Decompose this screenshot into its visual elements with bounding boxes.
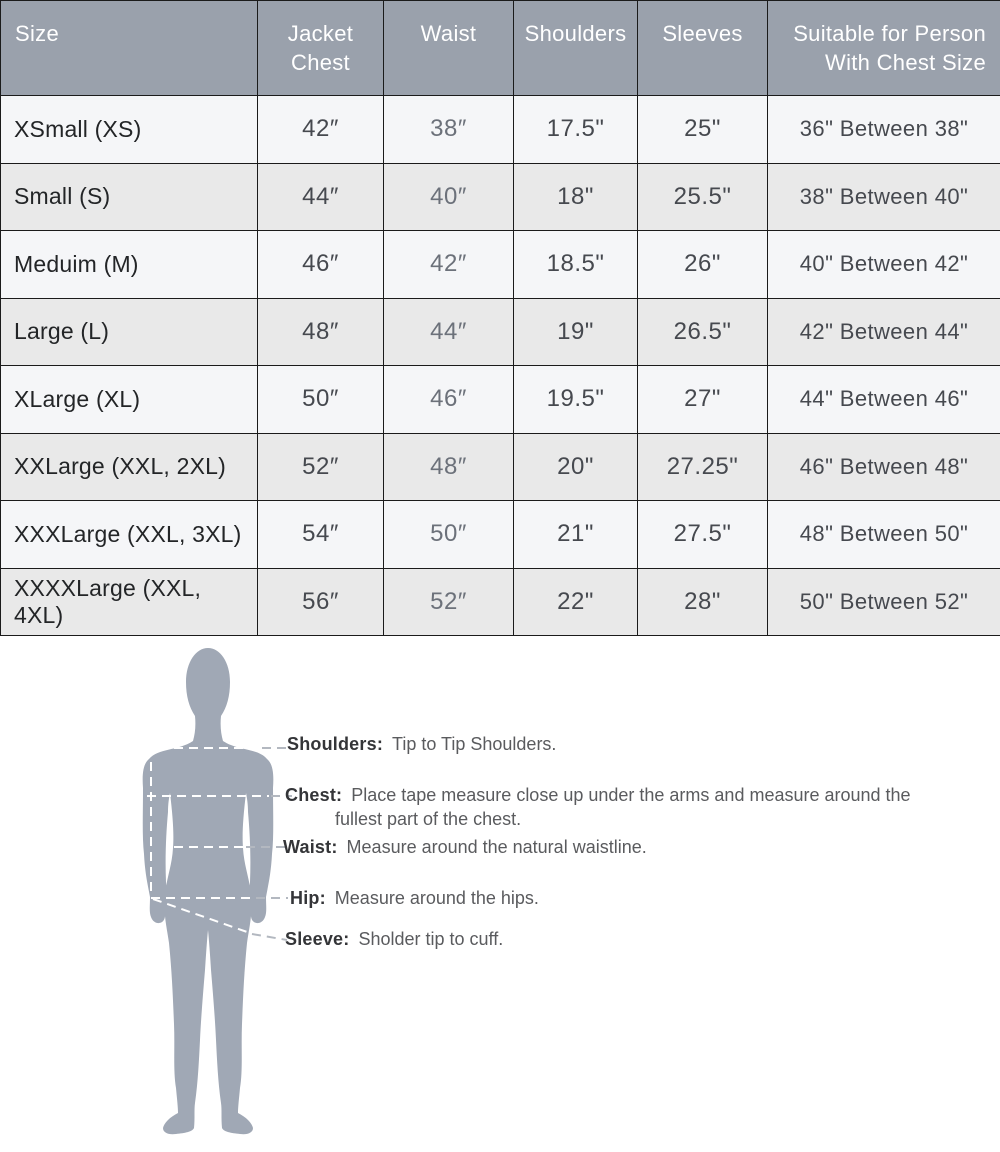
cell-suitable: 40" Between 42"	[768, 231, 1000, 299]
male-body-silhouette	[143, 648, 274, 1134]
table-row-large	[1, 298, 1000, 366]
cell-waist: 40″	[384, 163, 514, 231]
chest-desc-line2: fullest part of the chest.	[335, 809, 522, 829]
cell-suitable: 44" Between 46"	[768, 366, 1000, 434]
hip-term: Hip:	[290, 888, 326, 908]
shoulders-desc: Tip to Tip Shoulders.	[392, 734, 557, 754]
cell-waist: 46″	[384, 366, 514, 434]
cell-shoulders: 19"	[514, 298, 638, 366]
cell-size: XSmall (XS)	[1, 96, 258, 164]
cell-waist: 44″	[384, 298, 514, 366]
cell-suitable: 42" Between 44"	[768, 298, 1000, 366]
waist-term: Waist:	[283, 837, 338, 857]
cell-suitable: 46" Between 48"	[768, 433, 1000, 501]
cell-size: XLarge (XL)	[1, 366, 258, 434]
cell-shoulders: 21"	[514, 501, 638, 569]
header-jacket-chest: Jacket Chest	[258, 1, 384, 96]
waist-desc: Measure around the natural waistline.	[346, 837, 647, 857]
header-shoulders: Shoulders	[514, 1, 638, 96]
table-row-xlarge	[1, 366, 1000, 434]
table-row-medium	[1, 231, 1000, 299]
table-row-small	[1, 163, 1000, 231]
header-sleeves: Sleeves	[638, 1, 768, 96]
cell-sleeves: 27.5"	[638, 501, 768, 569]
cell-shoulders: 18"	[514, 163, 638, 231]
cell-sleeves: 27"	[638, 366, 768, 434]
table-row-xxlarge	[1, 433, 1000, 501]
cell-jacket-chest: 48″	[258, 298, 384, 366]
cell-size: Small (S)	[1, 163, 258, 231]
cell-shoulders: 18.5"	[514, 231, 638, 299]
cell-sleeves: 27.25"	[638, 433, 768, 501]
cell-waist: 38″	[384, 96, 514, 164]
cell-waist: 48″	[384, 433, 514, 501]
hip-label	[290, 886, 539, 910]
cell-shoulders: 20"	[514, 433, 638, 501]
header-waist: Waist	[384, 1, 514, 96]
table-row-xsmall	[1, 96, 1000, 164]
cell-jacket-chest: 50″	[258, 366, 384, 434]
cell-sleeves: 25.5"	[638, 163, 768, 231]
cell-waist: 42″	[384, 231, 514, 299]
sleeve-desc: Sholder tip to cuff.	[358, 929, 504, 949]
sleeve-term: Sleeve:	[285, 929, 350, 949]
header-row	[1, 1, 1000, 96]
cell-jacket-chest: 44″	[258, 163, 384, 231]
cell-waist: 52″	[384, 568, 514, 636]
cell-shoulders: 19.5"	[514, 366, 638, 434]
table-header	[1, 1, 1000, 96]
cell-sleeves: 28"	[638, 568, 768, 636]
header-size: Size	[1, 1, 258, 96]
table-body	[1, 96, 1000, 636]
shoulders-label	[287, 732, 556, 756]
chest-desc-line1: Place tape measure close up under the arms and measure around the	[351, 785, 911, 805]
cell-size: Meduim (M)	[1, 231, 258, 299]
sleeve-label	[285, 927, 503, 951]
chest-term: Chest:	[285, 785, 343, 805]
cell-size: Large (L)	[1, 298, 258, 366]
cell-suitable: 36" Between 38"	[768, 96, 1000, 164]
sleeve-pointer-line	[252, 934, 287, 940]
cell-size: XXXXLarge (XXL, 4XL)	[1, 568, 258, 636]
cell-jacket-chest: 46″	[258, 231, 384, 299]
cell-shoulders: 17.5"	[514, 96, 638, 164]
waist-label	[283, 835, 647, 859]
cell-sleeves: 26"	[638, 231, 768, 299]
cell-size: XXXLarge (XXL, 3XL)	[1, 501, 258, 569]
cell-jacket-chest: 56″	[258, 568, 384, 636]
cell-suitable: 38" Between 40"	[768, 163, 1000, 231]
shoulders-term: Shoulders:	[287, 734, 384, 754]
cell-suitable: 50" Between 52"	[768, 568, 1000, 636]
cell-jacket-chest: 54″	[258, 501, 384, 569]
cell-waist: 50″	[384, 501, 514, 569]
cell-jacket-chest: 42″	[258, 96, 384, 164]
hip-desc: Measure around the hips.	[334, 888, 539, 908]
cell-shoulders: 22"	[514, 568, 638, 636]
header-suitable-chest-size: Suitable for Person With Chest Size	[768, 1, 1000, 96]
cell-size: XXLarge (XXL, 2XL)	[1, 433, 258, 501]
table-row-xxxxlarge	[1, 568, 1000, 636]
cell-jacket-chest: 52″	[258, 433, 384, 501]
chest-label	[285, 783, 911, 831]
cell-sleeves: 26.5"	[638, 298, 768, 366]
measuring-guide-diagram	[0, 636, 1000, 1152]
table-row-xxxlarge	[1, 501, 1000, 569]
cell-suitable: 48" Between 50"	[768, 501, 1000, 569]
cell-sleeves: 25"	[638, 96, 768, 164]
